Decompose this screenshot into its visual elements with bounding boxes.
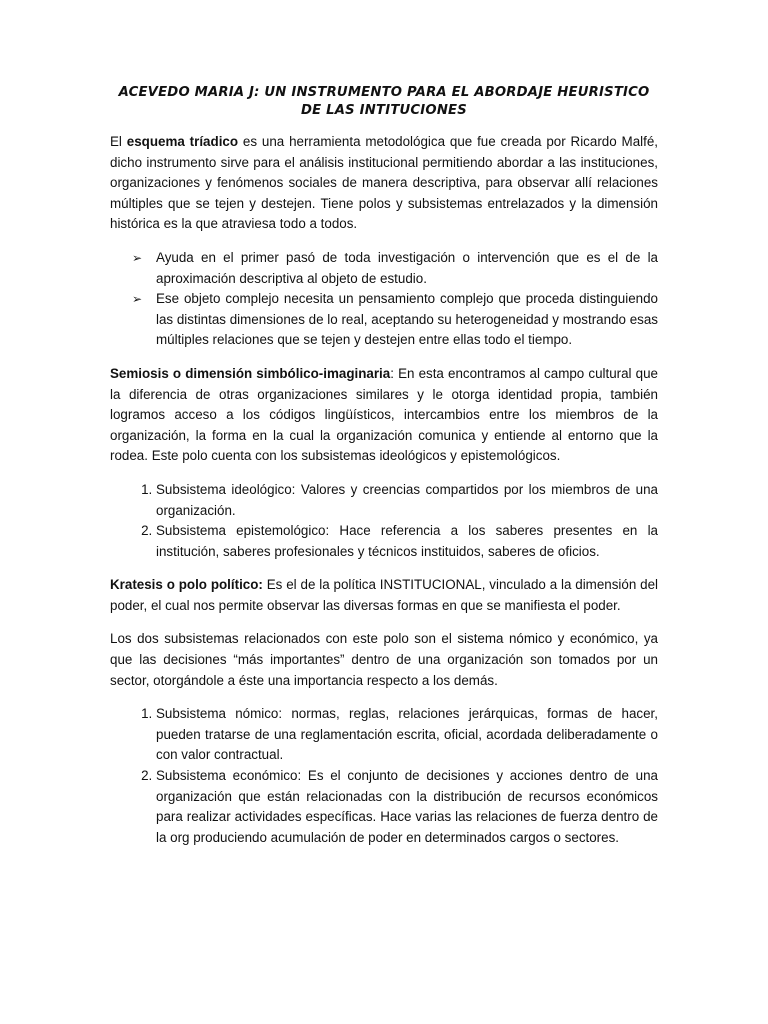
list-item: 2. Subsistema epistemológico: Hace referencia a los saberes presentes en la institución, saberes profesionales y técnicos instituidos, saberes de oficios.: [156, 521, 658, 562]
intro-bold-term: esquema tríadico: [126, 134, 239, 149]
semiosis-paragraph: [110, 364, 658, 467]
kratesis-numbered-list: [110, 704, 658, 848]
intro-prefix: El: [110, 134, 127, 149]
kratesis-text: Es el de la política INSTITUCIONAL, vinculado a la dimensión del poder, el cual nos permite observar las diversas formas en que se manifiesta el poder.: [110, 577, 659, 613]
bullet-text: Ayuda en el primer pasó de toda investigación o intervención que es el de la aproximación descriptiva al objeto de estudio.: [156, 249, 658, 286]
list-item: 2. Subsistema económico: Es el conjunto de decisiones y acciones dentro de una organización que están relacionadas con la distribución de recursos económicos para realizar actividades específicas. Hace varias las relaciones de fuerza dentro de la org produciendo acumulación de poder en determinados cargos o sectores.: [156, 766, 658, 848]
subsystems-paragraph: Los dos subsistemas relacionados con este polo son el sistema nómico y económico, ya que las decisiones “más importantes” dentro de una organización son tomados por un sector, otorgándole a éste una importancia respecto a los demás.: [110, 631, 658, 688]
document-title: ACEVEDO MARIA J: UN INSTRUMENTO PARA EL ABORDAJE HEURISTICO DE LAS INTITUCIONES: [118, 85, 650, 118]
arrowhead-bullet-icon: ➢: [132, 250, 143, 265]
list-item: [132, 248, 658, 289]
intro-paragraph: [110, 132, 658, 235]
semiosis-heading: Semiosis o dimensión simbólico-imaginaria: [110, 365, 391, 381]
arrowhead-bullet-icon: ➢: [132, 292, 143, 307]
semiosis-text: : En esta encontramos al campo cultural que la diferencia de otras organizaciones similares y le otorga identidad propia, también logramos acceso a los códigos lingüísticos, intercambios entre los miembros de la organización, la forma en la cual la organización comunica y entiende al entorno que la rodea. Este polo cuenta con los subsistemas ideológicos y epistemológicos.: [110, 365, 658, 464]
intro-text: es una herramienta metodológica que fue creada por Ricardo Malfé, dicho instrumento sirve para el análisis institucional permitiendo abordar a las instituciones, organizaciones y fenómenos sociales de manera descriptiva, para observar allí relaciones múltiples que se tejen y destejen. Tiene polos y subsistemas entrelazados y la dimensión histórica es la que atraviesa todo a todos.: [110, 134, 658, 232]
kratesis-heading: Kratesis o polo político:: [110, 577, 263, 593]
list-item: 1. Subsistema ideológico: Valores y creencias compartidos por los miembros de una organización.: [156, 480, 658, 521]
semiosis-numbered-list: [110, 480, 658, 562]
bullet-list: [110, 248, 658, 351]
bullet-text: Ese objeto complejo necesita un pensamiento complejo que proceda distinguiendo las distintas dimensiones de lo real, aceptando su heterogeneidad y mostrando esas múltiples relaciones que se tejen y destejen entre ellas todo el tiempo.: [156, 291, 658, 348]
list-item: 1. Subsistema nómico: normas, reglas, relaciones jerárquicas, formas de hacer, pueden tratarse de una reglamentación escrita, oficial, acordada deliberadamente o con valor contractual.: [156, 704, 658, 766]
kratesis-paragraph: [110, 575, 658, 616]
list-item: [132, 289, 658, 351]
